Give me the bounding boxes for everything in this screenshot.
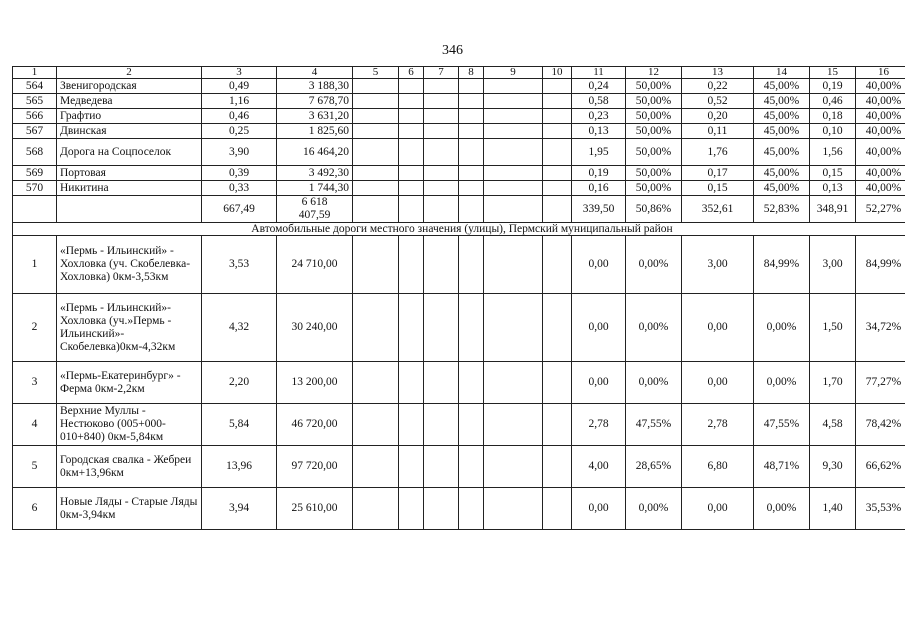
value-cell: 0,00 <box>682 362 754 404</box>
value-cell: 0,13 <box>572 124 626 139</box>
table-body <box>13 67 905 530</box>
value-cell: 0,19 <box>572 166 626 181</box>
percent-cell: 50,00% <box>626 79 682 94</box>
value-cell: 2,78 <box>682 404 754 446</box>
roads-table <box>12 66 905 530</box>
value-cell: 1,95 <box>572 139 626 166</box>
row-number: 565 <box>13 94 57 109</box>
row-number: 3 <box>13 362 57 404</box>
percent-cell: 28,65% <box>626 446 682 488</box>
percent-cell: 48,71% <box>754 446 810 488</box>
length-cell: 1,16 <box>202 94 277 109</box>
cost-cell: 3 492,30 <box>277 166 353 181</box>
cost-cell: 97 720,00 <box>277 446 353 488</box>
empty-cell <box>543 404 572 446</box>
value-cell: 0,23 <box>572 109 626 124</box>
empty-cell <box>484 404 543 446</box>
empty-cell <box>459 236 484 294</box>
percent-cell: 47,55% <box>754 404 810 446</box>
empty-cell <box>543 94 572 109</box>
total-c13: 352,61 <box>682 196 754 223</box>
value-cell: 0,00 <box>682 488 754 530</box>
table-row <box>13 181 905 196</box>
percent-cell: 84,99% <box>754 236 810 294</box>
cost-cell: 13 200,00 <box>277 362 353 404</box>
row-number: 567 <box>13 124 57 139</box>
empty-cell <box>424 294 459 362</box>
empty-cell <box>399 294 424 362</box>
empty-cell <box>424 404 459 446</box>
empty-cell <box>543 196 572 223</box>
column-header: 16 <box>856 67 905 79</box>
table-row <box>13 109 905 124</box>
cost-cell: 24 710,00 <box>277 236 353 294</box>
cost-cell: 16 464,20 <box>277 139 353 166</box>
percent-cell: 66,62% <box>856 446 905 488</box>
empty-cell <box>543 139 572 166</box>
empty-cell <box>484 294 543 362</box>
row-number: 566 <box>13 109 57 124</box>
cost-cell: 46 720,00 <box>277 404 353 446</box>
percent-cell: 40,00% <box>856 166 905 181</box>
empty-cell <box>399 124 424 139</box>
value-cell: 1,56 <box>810 139 856 166</box>
length-cell: 5,84 <box>202 404 277 446</box>
empty-cell <box>459 294 484 362</box>
column-header: 15 <box>810 67 856 79</box>
road-name: Звенигородская <box>57 79 202 94</box>
table-row <box>13 166 905 181</box>
empty-cell <box>399 139 424 166</box>
table-row <box>13 139 905 166</box>
cost-cell: 3 188,30 <box>277 79 353 94</box>
empty-cell <box>399 236 424 294</box>
empty-cell <box>399 446 424 488</box>
page-number: 346 <box>442 43 463 58</box>
length-cell: 3,53 <box>202 236 277 294</box>
road-name: «Пермь-Екатеринбург» - Ферма 0км-2,2км <box>57 362 202 404</box>
empty-cell <box>399 181 424 196</box>
empty-cell <box>543 488 572 530</box>
empty-cell <box>353 109 399 124</box>
section-row <box>13 223 905 236</box>
cost-cell: 1 825,60 <box>277 124 353 139</box>
empty-cell <box>424 196 459 223</box>
value-cell: 1,50 <box>810 294 856 362</box>
empty-cell <box>459 446 484 488</box>
empty-cell <box>424 446 459 488</box>
percent-cell: 78,42% <box>856 404 905 446</box>
value-cell: 0,52 <box>682 94 754 109</box>
length-cell: 4,32 <box>202 294 277 362</box>
road-name: Дорога на Соцпоселок <box>57 139 202 166</box>
empty-cell <box>353 294 399 362</box>
empty-cell <box>459 362 484 404</box>
empty-cell <box>399 94 424 109</box>
empty-cell <box>484 446 543 488</box>
percent-cell: 40,00% <box>856 109 905 124</box>
column-header: 12 <box>626 67 682 79</box>
value-cell: 0,20 <box>682 109 754 124</box>
value-cell: 0,11 <box>682 124 754 139</box>
header-row <box>13 67 905 79</box>
empty-cell <box>353 488 399 530</box>
empty-cell <box>353 79 399 94</box>
road-name: Двинская <box>57 124 202 139</box>
percent-cell: 45,00% <box>754 139 810 166</box>
empty-cell <box>543 236 572 294</box>
empty-cell <box>353 236 399 294</box>
percent-cell: 40,00% <box>856 124 905 139</box>
empty-cell <box>543 79 572 94</box>
empty-cell <box>484 139 543 166</box>
empty-cell <box>399 362 424 404</box>
value-cell: 0,46 <box>810 94 856 109</box>
column-header: 2 <box>57 67 202 79</box>
percent-cell: 35,53% <box>856 488 905 530</box>
percent-cell: 40,00% <box>856 181 905 196</box>
column-header: 9 <box>484 67 543 79</box>
value-cell: 3,00 <box>810 236 856 294</box>
row-number: 568 <box>13 139 57 166</box>
length-cell: 13,96 <box>202 446 277 488</box>
length-cell: 0,39 <box>202 166 277 181</box>
table-row <box>13 79 905 94</box>
empty-cell <box>484 166 543 181</box>
total-cost-line1: 6 618 <box>301 196 328 208</box>
empty-cell <box>459 166 484 181</box>
value-cell: 6,80 <box>682 446 754 488</box>
column-header: 5 <box>353 67 399 79</box>
value-cell: 4,00 <box>572 446 626 488</box>
total-c15: 348,91 <box>810 196 856 223</box>
total-length: 667,49 <box>202 196 277 223</box>
total-c11: 339,50 <box>572 196 626 223</box>
empty-cell <box>399 109 424 124</box>
column-header: 6 <box>399 67 424 79</box>
value-cell: 0,10 <box>810 124 856 139</box>
empty-cell <box>353 94 399 109</box>
length-cell: 3,90 <box>202 139 277 166</box>
percent-cell: 34,72% <box>856 294 905 362</box>
road-name: Верхние Муллы - Нестюково (005+000-010+840) 0км-5,84км <box>57 404 202 446</box>
value-cell: 0,19 <box>810 79 856 94</box>
row-number: 570 <box>13 181 57 196</box>
empty-cell <box>353 362 399 404</box>
empty-cell <box>399 166 424 181</box>
empty-cell <box>353 139 399 166</box>
table-row <box>13 294 905 362</box>
empty-cell <box>13 196 57 223</box>
total-c12: 50,86% <box>626 196 682 223</box>
value-cell: 2,78 <box>572 404 626 446</box>
value-cell: 0,00 <box>572 236 626 294</box>
road-name: «Пермь - Ильинский» - Хохловка (уч. Скобелевка-Хохловка) 0км-3,53км <box>57 236 202 294</box>
value-cell: 3,00 <box>682 236 754 294</box>
column-header: 10 <box>543 67 572 79</box>
empty-cell <box>459 196 484 223</box>
row-number: 1 <box>13 236 57 294</box>
length-cell: 0,46 <box>202 109 277 124</box>
empty-cell <box>353 166 399 181</box>
value-cell: 0,18 <box>810 109 856 124</box>
value-cell: 1,76 <box>682 139 754 166</box>
empty-cell <box>484 488 543 530</box>
percent-cell: 40,00% <box>856 94 905 109</box>
empty-cell <box>484 362 543 404</box>
empty-cell <box>424 139 459 166</box>
table-row <box>13 446 905 488</box>
value-cell: 0,00 <box>572 362 626 404</box>
percent-cell: 45,00% <box>754 109 810 124</box>
column-header: 14 <box>754 67 810 79</box>
percent-cell: 50,00% <box>626 124 682 139</box>
length-cell: 0,49 <box>202 79 277 94</box>
empty-cell <box>543 446 572 488</box>
road-name: Портовая <box>57 166 202 181</box>
empty-cell <box>484 124 543 139</box>
percent-cell: 45,00% <box>754 181 810 196</box>
empty-cell <box>424 109 459 124</box>
column-header: 4 <box>277 67 353 79</box>
empty-cell <box>459 109 484 124</box>
value-cell: 0,24 <box>572 79 626 94</box>
table-row <box>13 488 905 530</box>
value-cell: 0,15 <box>682 181 754 196</box>
percent-cell: 50,00% <box>626 139 682 166</box>
value-cell: 0,00 <box>572 294 626 362</box>
column-header: 1 <box>13 67 57 79</box>
road-name: Никитина <box>57 181 202 196</box>
road-name: Медведева <box>57 94 202 109</box>
percent-cell: 50,00% <box>626 94 682 109</box>
road-name: Графтио <box>57 109 202 124</box>
value-cell: 1,40 <box>810 488 856 530</box>
empty-cell <box>543 109 572 124</box>
column-header: 8 <box>459 67 484 79</box>
empty-cell <box>399 79 424 94</box>
row-number: 564 <box>13 79 57 94</box>
row-number: 6 <box>13 488 57 530</box>
empty-cell <box>424 94 459 109</box>
length-cell: 0,25 <box>202 124 277 139</box>
value-cell: 0,00 <box>682 294 754 362</box>
value-cell: 9,30 <box>810 446 856 488</box>
empty-cell <box>543 124 572 139</box>
empty-cell <box>399 488 424 530</box>
column-header: 11 <box>572 67 626 79</box>
length-cell: 2,20 <box>202 362 277 404</box>
empty-cell <box>543 166 572 181</box>
percent-cell: 0,00% <box>754 362 810 404</box>
percent-cell: 45,00% <box>754 94 810 109</box>
value-cell: 4,58 <box>810 404 856 446</box>
empty-cell <box>424 79 459 94</box>
empty-cell <box>484 181 543 196</box>
table-row <box>13 404 905 446</box>
percent-cell: 0,00% <box>626 294 682 362</box>
road-name: Городская свалка - Жебреи 0км+13,96км <box>57 446 202 488</box>
percent-cell: 45,00% <box>754 79 810 94</box>
table-row <box>13 124 905 139</box>
value-cell: 0,15 <box>810 166 856 181</box>
section-title: Автомобильные дороги местного значения (улицы), Пермский муниципальный район <box>13 223 905 236</box>
percent-cell: 50,00% <box>626 109 682 124</box>
empty-cell <box>459 139 484 166</box>
empty-cell <box>543 294 572 362</box>
value-cell: 0,17 <box>682 166 754 181</box>
row-number: 569 <box>13 166 57 181</box>
percent-cell: 50,00% <box>626 166 682 181</box>
empty-cell <box>484 79 543 94</box>
column-header: 7 <box>424 67 459 79</box>
empty-cell <box>484 94 543 109</box>
cost-cell: 7 678,70 <box>277 94 353 109</box>
percent-cell: 0,00% <box>754 294 810 362</box>
empty-cell <box>459 404 484 446</box>
empty-cell <box>484 236 543 294</box>
empty-cell <box>459 181 484 196</box>
empty-cell <box>459 79 484 94</box>
empty-cell <box>459 94 484 109</box>
value-cell: 0,00 <box>572 488 626 530</box>
total-cost-line2: 407,59 <box>298 209 331 221</box>
empty-cell <box>424 362 459 404</box>
total-c14: 52,83% <box>754 196 810 223</box>
column-header: 3 <box>202 67 277 79</box>
empty-cell <box>399 196 424 223</box>
table-row <box>13 94 905 109</box>
empty-cell <box>484 196 543 223</box>
empty-cell <box>353 446 399 488</box>
total-cost <box>277 196 353 223</box>
empty-cell <box>353 404 399 446</box>
totals-row <box>13 196 905 223</box>
cost-cell: 1 744,30 <box>277 181 353 196</box>
empty-cell <box>353 181 399 196</box>
row-number: 5 <box>13 446 57 488</box>
table-row <box>13 362 905 404</box>
road-name: Новые Ляды - Старые Ляды 0км-3,94км <box>57 488 202 530</box>
percent-cell: 45,00% <box>754 124 810 139</box>
empty-cell <box>399 404 424 446</box>
empty-cell <box>424 166 459 181</box>
empty-cell <box>353 124 399 139</box>
empty-cell <box>57 196 202 223</box>
percent-cell: 45,00% <box>754 166 810 181</box>
value-cell: 0,22 <box>682 79 754 94</box>
cost-cell: 3 631,20 <box>277 109 353 124</box>
percent-cell: 0,00% <box>626 362 682 404</box>
value-cell: 0,58 <box>572 94 626 109</box>
percent-cell: 50,00% <box>626 181 682 196</box>
length-cell: 0,33 <box>202 181 277 196</box>
row-number: 4 <box>13 404 57 446</box>
total-c16: 52,27% <box>856 196 905 223</box>
length-cell: 3,94 <box>202 488 277 530</box>
cost-cell: 25 610,00 <box>277 488 353 530</box>
empty-cell <box>353 196 399 223</box>
empty-cell <box>459 124 484 139</box>
empty-cell <box>424 488 459 530</box>
percent-cell: 0,00% <box>754 488 810 530</box>
empty-cell <box>459 488 484 530</box>
percent-cell: 40,00% <box>856 139 905 166</box>
empty-cell <box>424 236 459 294</box>
table-row <box>13 236 905 294</box>
percent-cell: 40,00% <box>856 79 905 94</box>
percent-cell: 0,00% <box>626 236 682 294</box>
empty-cell <box>484 109 543 124</box>
empty-cell <box>543 181 572 196</box>
percent-cell: 84,99% <box>856 236 905 294</box>
percent-cell: 77,27% <box>856 362 905 404</box>
empty-cell <box>424 124 459 139</box>
value-cell: 1,70 <box>810 362 856 404</box>
column-header: 13 <box>682 67 754 79</box>
value-cell: 0,13 <box>810 181 856 196</box>
row-number: 2 <box>13 294 57 362</box>
percent-cell: 47,55% <box>626 404 682 446</box>
cost-cell: 30 240,00 <box>277 294 353 362</box>
value-cell: 0,16 <box>572 181 626 196</box>
percent-cell: 0,00% <box>626 488 682 530</box>
road-name: «Пермь - Ильинский»- Хохловка (уч.»Пермь - Ильинский»- Скобелевка)0км-4,32км <box>57 294 202 362</box>
empty-cell <box>424 181 459 196</box>
empty-cell <box>543 362 572 404</box>
